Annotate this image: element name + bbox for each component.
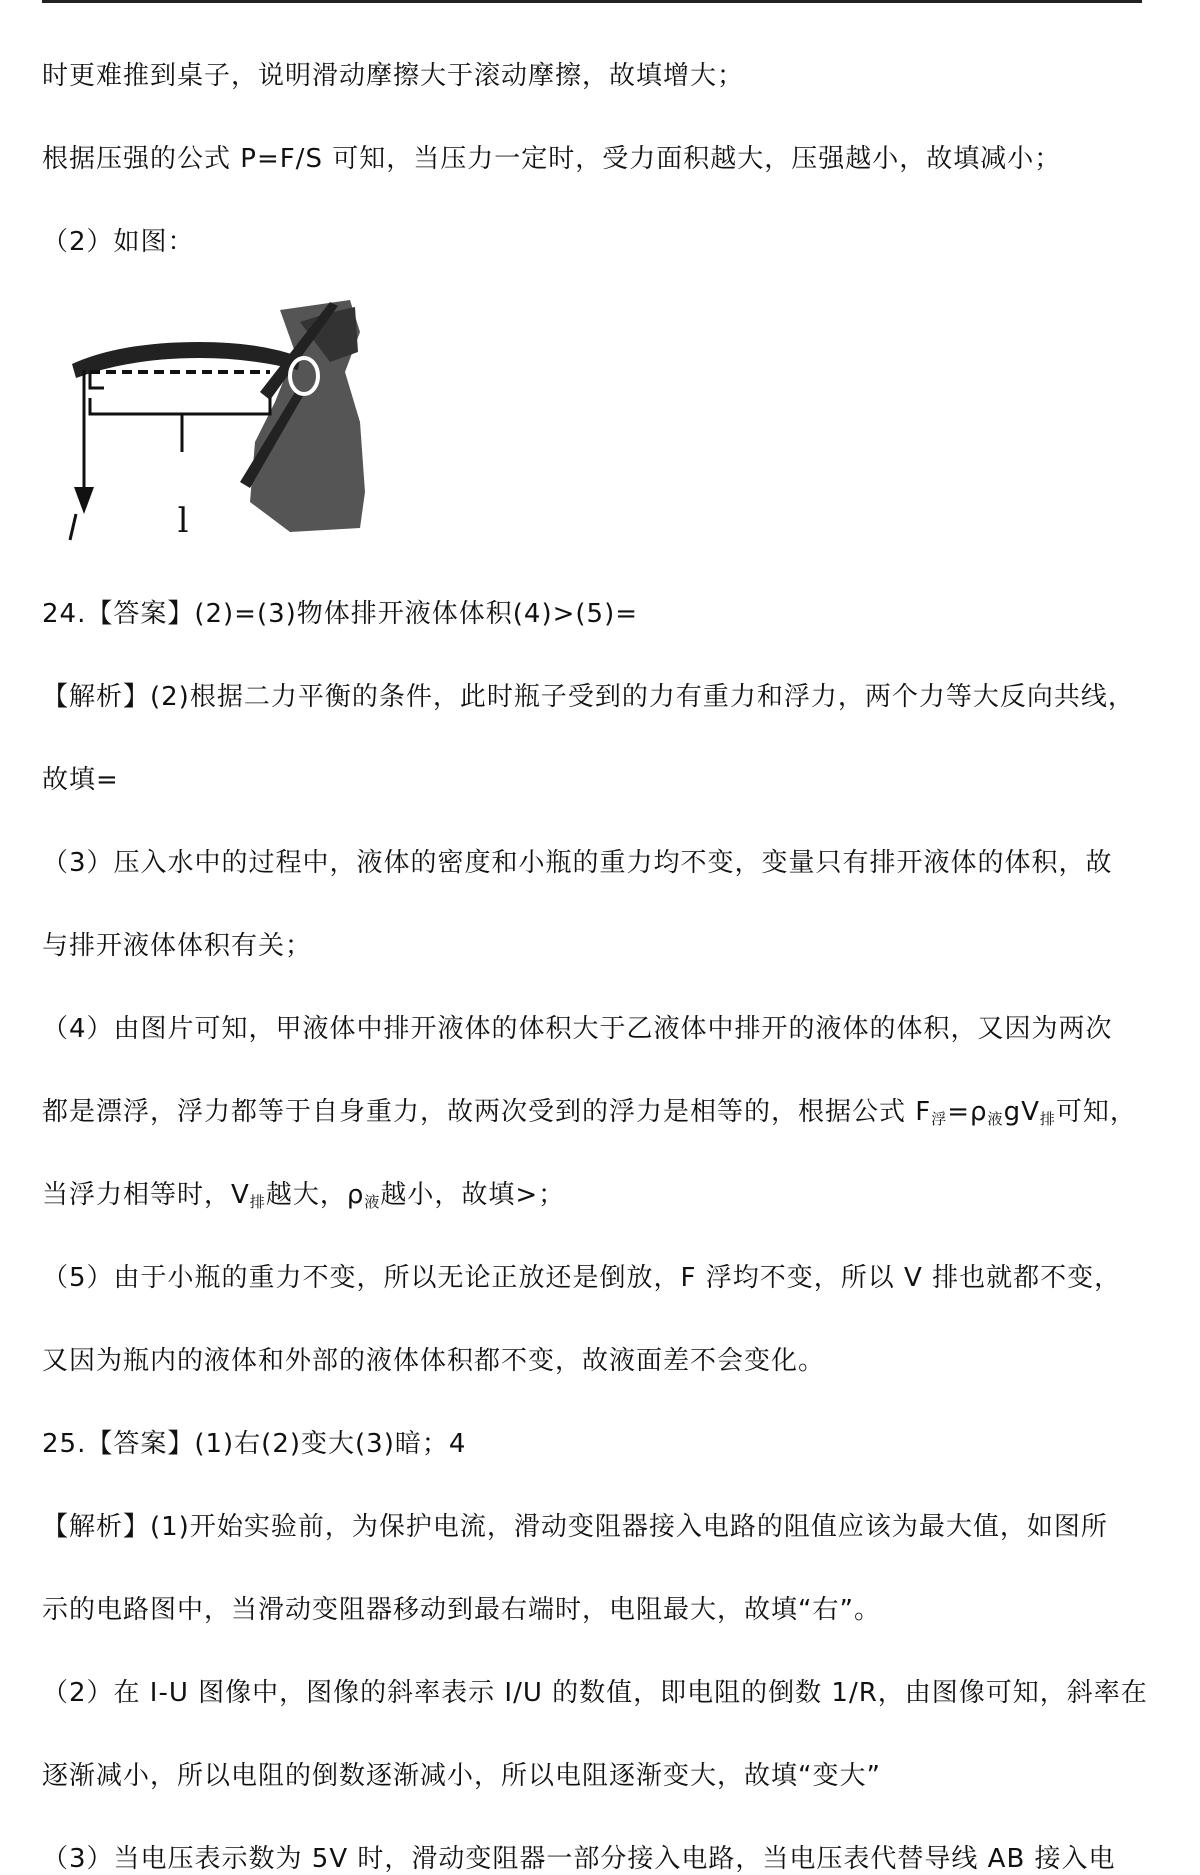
text-line: （3）压入水中的过程中，液体的密度和小瓶的重力均不变，变量只有排开液体的体积，故 (42, 848, 1113, 878)
text-span: 当浮力相等时，V (42, 1180, 250, 1210)
text-line: 时更难推到桌子，说明滑动摩擦大于滚动摩擦，故填增大； (42, 61, 745, 91)
text-line: 又因为瓶内的液体和外部的液体体积都不变，故液面差不会变化。 (42, 1346, 826, 1376)
text-line: （2）在 I-U 图像中，图像的斜率表示 I/U 的数值，即电阻的倒数 1/R，由图像可知，斜率在 (42, 1678, 1148, 1708)
subscript: 液 (364, 1193, 381, 1211)
text-line: 故填= (42, 765, 119, 795)
text-line: （3）当电压表示数为 5V 时，滑动变阻器一部分接入电路，当电压表代替导线 AB 接入电 (42, 1844, 1116, 1874)
text-line: 【解析】(2)根据二力平衡的条件，此时瓶子受到的力有重力和浮力，两个力等大反向共线， (42, 682, 1135, 712)
lever-figure (60, 292, 380, 544)
figure-label: l (177, 501, 189, 541)
text-span: 越小，故填>； (380, 1180, 566, 1210)
text-line: （5）由于小瓶的重力不变，所以无论正放还是倒放，F 浮均不变，所以 V 排也就都不变， (42, 1263, 1122, 1293)
text-span: gV (1003, 1097, 1040, 1127)
subscript: 排 (249, 1193, 266, 1211)
text-span: 都是漂浮，浮力都等于自身重力，故两次受到的浮力是相等的，根据公式 F (42, 1097, 932, 1127)
text-line (42, 1179, 565, 1218)
text-line: 示的电路图中，当滑动变阻器移动到最右端时，电阻最大，故填“右”。 (42, 1595, 881, 1625)
length-bracket (90, 398, 270, 414)
text-line: 与排开液体体积有关； (42, 931, 313, 961)
text-line (42, 1096, 1137, 1135)
text-span: =ρ (947, 1097, 988, 1127)
text-line: 根据压强的公式 P=F/S 可知，当压力一定时，受力面积越大，压强越小，故填减小； (42, 144, 1062, 174)
subscript: 排 (1039, 1110, 1056, 1128)
subscript: 液 (987, 1110, 1004, 1128)
text-line: 24.【答案】(2)=(3)物体排开液体体积(4)>(5)= (42, 599, 639, 629)
text-line: （4）由图片可知，甲液体中排开液体的体积大于乙液体中排开的液体的体积，又因为两次 (42, 1014, 1113, 1044)
text-line: （2）如图： (42, 227, 195, 257)
text-span: 越大，ρ (265, 1180, 365, 1210)
text-span: 可知， (1055, 1097, 1137, 1127)
subscript: 浮 (931, 1110, 948, 1128)
text-line: 逐渐减小，所以电阻的倒数逐渐减小，所以电阻逐渐变大，故填“变大” (42, 1761, 881, 1791)
text-line: 【解析】(1)开始实验前，为保护电流，滑动变阻器接入电路的阻值应该为最大值，如图所 (42, 1512, 1108, 1542)
top-rule (42, 0, 1142, 3)
text-line: 25.【答案】(1)右(2)变大(3)暗；4 (42, 1429, 467, 1459)
